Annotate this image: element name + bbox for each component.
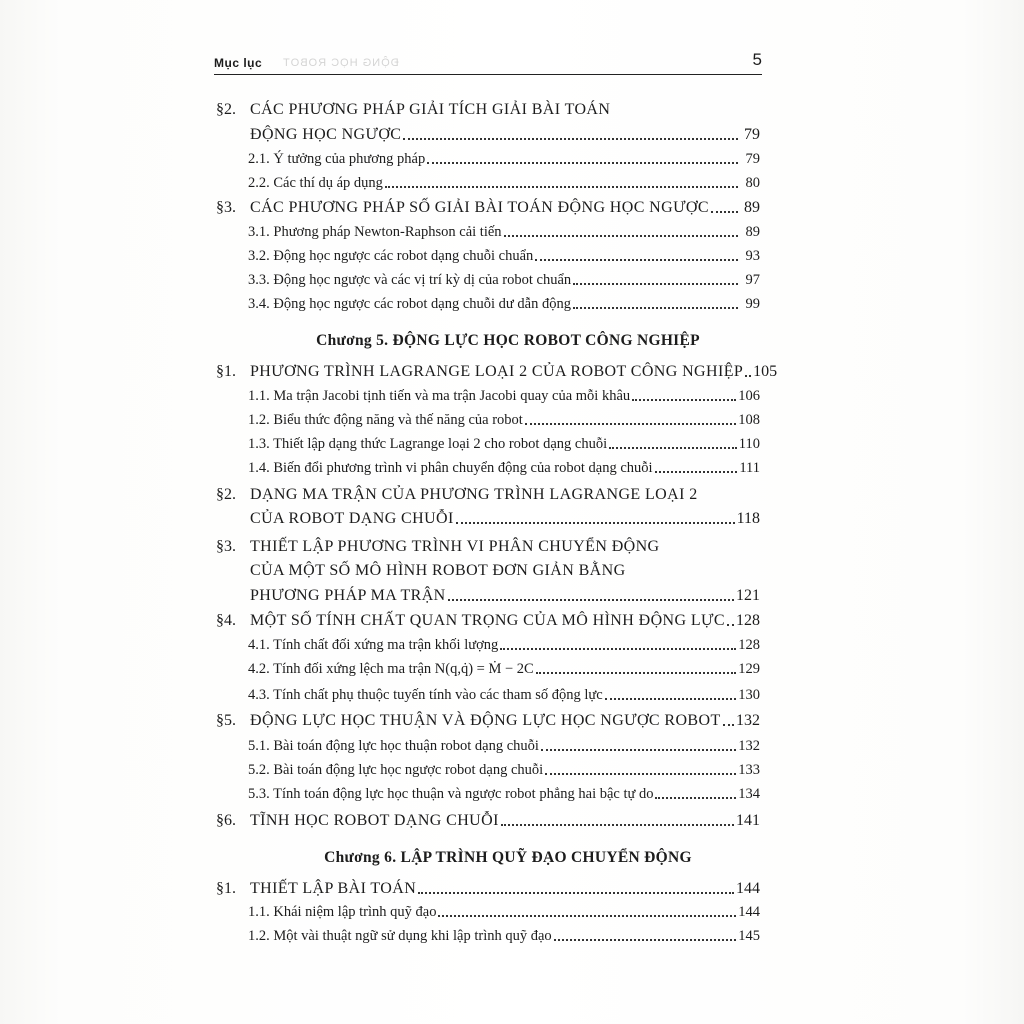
subsection-title: 1.2. Một vài thuật ngữ sử dụng khi lập trình quỹ đạo bbox=[248, 928, 552, 944]
page-ref: 110 bbox=[738, 436, 760, 452]
page-ref: 118 bbox=[736, 510, 760, 527]
leader-dots bbox=[418, 891, 734, 894]
page-ref: 89 bbox=[745, 224, 760, 240]
section-number: §4. bbox=[216, 612, 236, 629]
page-ref: 99 bbox=[745, 296, 760, 312]
section-number: §1. bbox=[216, 363, 236, 380]
page-ref: 105 bbox=[753, 363, 778, 380]
subsection-title: 2.2. Các thí dụ áp dụng bbox=[248, 175, 383, 191]
toc-section bbox=[216, 101, 610, 119]
subsection-title: 5.3. Tính toán động lực học thuận và ngược robot phẳng hai bậc tự do bbox=[248, 786, 654, 802]
section-number: §1. bbox=[216, 880, 236, 897]
leader-dots bbox=[456, 521, 735, 524]
leader-dots bbox=[525, 422, 736, 425]
toc-subsection[interactable] bbox=[248, 174, 760, 192]
toc-subsection[interactable] bbox=[248, 660, 760, 678]
toc-section[interactable] bbox=[216, 880, 760, 898]
leader-dots bbox=[427, 161, 738, 164]
page-ref: 97 bbox=[745, 272, 760, 288]
toc-subsection[interactable] bbox=[248, 271, 760, 289]
subsection-title: 3.3. Động học ngược và các vị trí kỳ dị của robot chuẩn bbox=[248, 272, 572, 288]
toc-subsection[interactable] bbox=[248, 737, 760, 755]
page-ref: 141 bbox=[736, 812, 760, 829]
subsection-title: 1.2. Biểu thức động năng và thế năng của robot bbox=[248, 412, 523, 428]
page-ref: 134 bbox=[738, 786, 760, 802]
leader-dots bbox=[632, 398, 736, 401]
leader-dots bbox=[438, 914, 736, 917]
toc-section[interactable] bbox=[216, 363, 778, 381]
section-title: ĐỘNG LỰC HỌC THUẬN VÀ ĐỘNG LỰC HỌC NGƯỢC ROBOT bbox=[250, 712, 721, 729]
toc-subsection[interactable] bbox=[248, 223, 760, 241]
leader-dots bbox=[545, 772, 736, 775]
toc-subsection[interactable] bbox=[248, 761, 760, 779]
toc-subsection[interactable] bbox=[248, 411, 760, 429]
toc-subsection[interactable] bbox=[248, 435, 760, 453]
section-title: CỦA ROBOT DẠNG CHUỖI bbox=[250, 510, 454, 527]
section-number: §3. bbox=[216, 538, 236, 555]
page-ref: 129 bbox=[738, 661, 760, 677]
chapter-title: Chương 6. LẬP TRÌNH QUỸ ĐẠO CHUYỂN ĐỘNG bbox=[324, 849, 692, 866]
toc-subsection[interactable] bbox=[248, 150, 760, 168]
leader-dots bbox=[605, 697, 737, 700]
page-ref: 79 bbox=[744, 126, 760, 143]
section-number: §2. bbox=[216, 101, 236, 118]
toc-subsection[interactable] bbox=[248, 785, 760, 803]
page-ref: 80 bbox=[745, 175, 760, 191]
toc-section-cont[interactable] bbox=[216, 126, 760, 144]
toc-section[interactable] bbox=[216, 812, 760, 830]
chapter-heading[interactable] bbox=[0, 332, 1024, 350]
section-title: TĨNH HỌC ROBOT DẠNG CHUỖI bbox=[250, 812, 499, 829]
bleed-through-text: ĐỘNG HỌC ROBOT bbox=[282, 57, 399, 69]
section-number: §6. bbox=[216, 812, 236, 829]
section-number: §3. bbox=[216, 199, 236, 216]
page-ref: 121 bbox=[736, 587, 760, 604]
toc-subsection[interactable] bbox=[248, 636, 760, 654]
page-ref: 128 bbox=[738, 637, 760, 653]
page-ref: 106 bbox=[738, 388, 760, 404]
page-ref: 144 bbox=[738, 904, 760, 920]
page-ref: 89 bbox=[744, 199, 760, 216]
leader-dots bbox=[403, 137, 738, 140]
subsection-title: 1.1. Ma trận Jacobi tịnh tiến và ma trận Jacobi quay của mỗi khâu bbox=[248, 388, 631, 404]
page-ref: 144 bbox=[736, 880, 760, 897]
subsection-title: 4.1. Tính chất đối xứng ma trận khối lượng bbox=[248, 637, 499, 653]
toc-section[interactable] bbox=[216, 712, 760, 730]
leader-dots bbox=[609, 446, 737, 449]
subsection-title: 5.1. Bài toán động lực học thuận robot dạng chuỗi bbox=[248, 738, 539, 754]
page-ref: 111 bbox=[739, 460, 760, 476]
section-title: PHƯƠNG TRÌNH LAGRANGE LOẠI 2 CỦA ROBOT CÔNG NGHIỆP bbox=[250, 363, 744, 380]
leader-dots bbox=[711, 210, 738, 213]
subsection-title: 1.1. Khái niệm lập trình quỹ đạo bbox=[248, 904, 437, 920]
section-title: THIẾT LẬP PHƯƠNG TRÌNH VI PHÂN CHUYỂN ĐỘNG bbox=[250, 538, 660, 555]
toc-section bbox=[216, 486, 698, 504]
leader-dots bbox=[385, 185, 738, 188]
toc-subsection[interactable] bbox=[248, 295, 760, 313]
page-ref: 79 bbox=[745, 151, 760, 167]
subsection-title: 4.3. Tính chất phụ thuộc tuyến tính vào các tham số động lực bbox=[248, 687, 603, 703]
section-title: CÁC PHƯƠNG PHÁP GIẢI TÍCH GIẢI BÀI TOÁN bbox=[250, 101, 611, 118]
subsection-title: 1.4. Biến đổi phương trình vi phân chuyển động của robot dạng chuỗi bbox=[248, 460, 653, 476]
leader-dots bbox=[655, 796, 736, 799]
section-title: THIẾT LẬP BÀI TOÁN bbox=[250, 880, 417, 897]
section-title: ĐỘNG HỌC NGƯỢC bbox=[250, 126, 402, 143]
toc-subsection[interactable] bbox=[248, 247, 760, 265]
page-ref: 93 bbox=[745, 248, 760, 264]
leader-dots bbox=[745, 374, 751, 377]
section-title: MỘT SỐ TÍNH CHẤT QUAN TRỌNG CỦA MÔ HÌNH ĐỘNG LỰC bbox=[250, 612, 725, 629]
page-ref: 128 bbox=[736, 612, 760, 629]
toc-subsection[interactable] bbox=[248, 459, 760, 477]
toc-section[interactable] bbox=[216, 199, 760, 217]
section-title: DẠNG MA TRẬN CỦA PHƯƠNG TRÌNH LAGRANGE LOẠI 2 bbox=[250, 486, 698, 503]
subsection-title: 1.3. Thiết lập dạng thức Lagrange loại 2 cho robot dạng chuỗi bbox=[248, 436, 608, 452]
toc-section-cont[interactable] bbox=[216, 587, 760, 605]
subsection-title: 4.2. Tính đối xứng lệch ma trận N(q,q̇) = Ṁ − 2C bbox=[248, 661, 534, 677]
page-ref: 108 bbox=[738, 412, 760, 428]
leader-dots bbox=[655, 470, 738, 473]
subsection-title: 3.4. Động học ngược các robot dạng chuỗi dư dẫn động bbox=[248, 296, 571, 312]
toc-section[interactable] bbox=[216, 612, 760, 630]
leader-dots bbox=[535, 258, 738, 261]
leader-dots bbox=[504, 234, 738, 237]
toc-section-cont bbox=[216, 562, 626, 580]
toc-subsection[interactable] bbox=[248, 686, 760, 704]
leader-dots bbox=[727, 623, 734, 626]
chapter-heading[interactable] bbox=[0, 849, 1024, 867]
page-ref: 132 bbox=[736, 712, 760, 729]
section-title: CỦA MỘT SỐ MÔ HÌNH ROBOT ĐƠN GIẢN BẰNG bbox=[250, 562, 626, 579]
page-ref: 133 bbox=[738, 762, 760, 778]
chapter-title: Chương 5. ĐỘNG LỰC HỌC ROBOT CÔNG NGHIỆP bbox=[316, 332, 700, 349]
section-number: §5. bbox=[216, 712, 236, 729]
toc-subsection[interactable] bbox=[248, 927, 760, 945]
leader-dots bbox=[573, 282, 738, 285]
leader-dots bbox=[500, 647, 736, 650]
page-ref: 130 bbox=[738, 687, 760, 703]
leader-dots bbox=[723, 723, 734, 726]
page-number: 5 bbox=[752, 50, 762, 69]
subsection-title: 2.1. Ý tưởng của phương pháp bbox=[248, 151, 426, 167]
toc-subsection[interactable] bbox=[248, 903, 760, 921]
toc-subsection[interactable] bbox=[248, 387, 760, 405]
toc-section bbox=[216, 538, 660, 556]
subsection-title: 3.1. Phương pháp Newton-Raphson cải tiến bbox=[248, 224, 502, 240]
leader-dots bbox=[501, 823, 734, 826]
toc-section-cont[interactable] bbox=[216, 510, 760, 528]
section-number: §2. bbox=[216, 486, 236, 503]
subsection-title: 3.2. Động học ngược các robot dạng chuỗi chuẩn bbox=[248, 248, 534, 264]
subsection-title: 5.2. Bài toán động lực học ngược robot dạng chuỗi bbox=[248, 762, 544, 778]
section-title: PHƯƠNG PHÁP MA TRẬN bbox=[250, 587, 446, 604]
page-ref: 145 bbox=[738, 928, 760, 944]
header-title: Mục lục bbox=[214, 56, 263, 70]
leader-dots bbox=[573, 306, 738, 309]
page-ref: 132 bbox=[738, 738, 760, 754]
leader-dots bbox=[448, 598, 734, 601]
leader-dots bbox=[541, 748, 736, 751]
leader-dots bbox=[554, 938, 737, 941]
leader-dots bbox=[536, 671, 737, 674]
section-title: CÁC PHƯƠNG PHÁP SỐ GIẢI BÀI TOÁN ĐỘNG HỌC NGƯỢC bbox=[250, 199, 709, 216]
